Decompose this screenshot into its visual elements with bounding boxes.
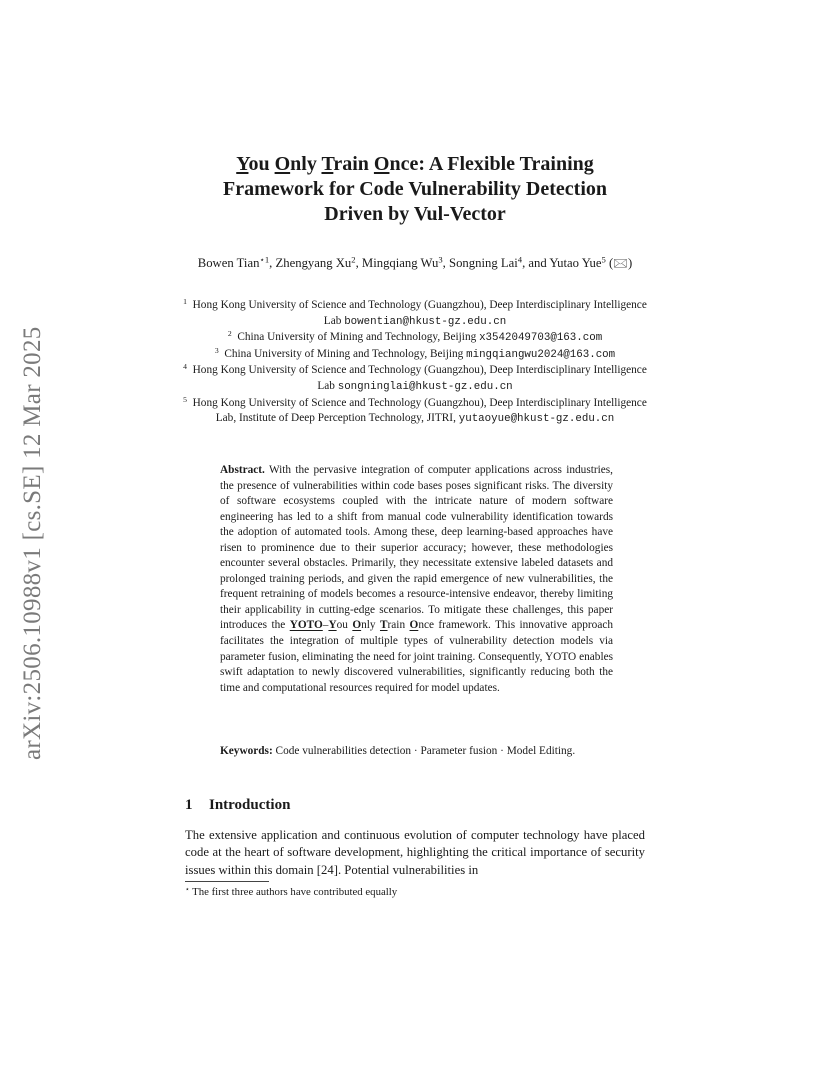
affiliation-4 bbox=[180, 363, 650, 395]
title-line3: Driven by Vul-Vector bbox=[324, 203, 506, 225]
affiliation-email[interactable]: bowentian@hkust-gz.edu.cn bbox=[344, 315, 507, 328]
title-word-rest: rain bbox=[333, 153, 369, 175]
author-sup: 5 bbox=[601, 254, 606, 265]
acronym-initial: O bbox=[409, 619, 419, 632]
affiliation-email[interactable]: x3542049703@163.com bbox=[479, 332, 603, 345]
affiliation-sup: 3 bbox=[214, 345, 219, 355]
abstract-dash: – bbox=[322, 619, 329, 632]
keywords-text: Code vulnerabilities detection · Parameter fusion · Model Editing. bbox=[272, 745, 576, 757]
affiliation-text: Hong Kong University of Science and Technology (Guangzhou), Deep Interdisciplinary Intelligence Lab bbox=[192, 299, 647, 327]
title-line2: Framework for Code Vulnerability Detection bbox=[222, 178, 608, 200]
yoto-name: YOTO bbox=[289, 619, 323, 632]
section-heading bbox=[185, 797, 290, 814]
section-title: Introduction bbox=[209, 797, 291, 813]
keywords-label: Keywords: bbox=[220, 745, 273, 757]
affiliation-3 bbox=[180, 347, 650, 364]
acronym-rest: rain bbox=[387, 619, 410, 632]
title-word-rest: ou bbox=[248, 153, 270, 175]
author-list bbox=[185, 254, 645, 272]
affiliation-text: Hong Kong University of Science and Technology (Guangzhou), Deep Interdisciplinary Intelligence Lab bbox=[192, 364, 647, 392]
footnote-text: The first three authors have contributed equally bbox=[189, 886, 398, 898]
abstract-text: With the pervasive integration of computer applications across industries, the presence of vulnerabilities within code bases poses significant risks. The diversity of software ecosystems coupled with the intricate nature of modern software engineering has led to a shift from manual code vulnerability identification towards the adoption of automated tools. Among these, deep learning-based approaches have risen to prominence due to their superior accuracy; however, these methodologies encounter several obstacles. Primarily, they necessitate extensive labeled datasets and prolonged training periods, and given the rapid emergence of new vulnerabilities, the frequent retraining of models becomes a resource-intensive endeavor, thereby limiting their applicability in cutting-edge scenarios. To mitigate these challenges, this paper introduces the bbox=[220, 464, 613, 632]
title-word-rest: nce bbox=[389, 153, 419, 175]
intro-paragraph: The extensive application and continuous evolution of computer technology have placed code at the heart of software development, highlighting the critical importance of security issues within this domain [24]. Potential vulnerabilities in bbox=[185, 828, 645, 877]
author-name: , Songning Lai bbox=[442, 256, 518, 270]
author-name: , Mingqiang Wu bbox=[355, 256, 439, 270]
affiliation-sup: 4 bbox=[183, 362, 187, 372]
arxiv-identifier: arXiv:2506.10988v1 [cs.SE] 12 Mar 2025 bbox=[19, 326, 46, 760]
title-word-rest: nly bbox=[290, 153, 317, 175]
keywords bbox=[220, 744, 613, 760]
author-name: , Zhengyang Xu bbox=[269, 256, 352, 270]
title-initial: Y bbox=[236, 153, 249, 175]
affiliations bbox=[180, 298, 650, 428]
author-sup: 2 bbox=[351, 254, 356, 265]
paper-title bbox=[160, 152, 670, 227]
footnote bbox=[185, 886, 397, 898]
author-name: Bowen Tian bbox=[197, 256, 260, 270]
acronym-rest: ou bbox=[336, 619, 353, 632]
affiliation-text: Hong Kong University of Science and Technology (Guangzhou), Deep Interdisciplinary Intelligence Lab, Institute of Deep Perception Technology, JITRI, bbox=[192, 396, 647, 425]
author-name: , and Yutao Yue bbox=[522, 256, 602, 270]
affiliation-sup: 2 bbox=[227, 329, 232, 339]
title-initial: O bbox=[373, 153, 390, 175]
affiliation-sup: 5 bbox=[183, 394, 187, 404]
mail-icon: (🖂) bbox=[605, 256, 633, 270]
affiliation-1 bbox=[180, 298, 650, 330]
affiliation-text: China University of Mining and Technology, Beijing bbox=[237, 331, 477, 344]
author-sup: 4 bbox=[517, 254, 523, 265]
affiliation-email[interactable]: songninglai@hkust-gz.edu.cn bbox=[337, 380, 513, 393]
affiliation-2 bbox=[180, 330, 650, 347]
section-number: 1 bbox=[185, 797, 193, 813]
abstract-text: framework. This innovative approach facilitates the integration of multiple types of vulnerability detection models via parameter fusion, eliminating the need for joint training. Consequently, YOTO enables swift adaptation to newly discovered vulnerabilities, significantly reducing both the time and computational resources required for model updates. bbox=[220, 619, 614, 694]
acronym-initial: O bbox=[352, 619, 362, 632]
acronym-initial: Y bbox=[328, 619, 337, 632]
title-initial: T bbox=[321, 153, 334, 175]
abstract-label: Abstract. bbox=[220, 464, 265, 476]
author-sup: 3 bbox=[438, 254, 443, 265]
affiliation-text: China University of Mining and Technology, Beijing bbox=[224, 347, 464, 360]
footnote-mark: ⋆ bbox=[185, 884, 190, 894]
title-initial: O bbox=[274, 153, 291, 175]
abstract bbox=[220, 463, 613, 696]
author-sup: ⋆1 bbox=[259, 254, 270, 265]
affiliation-5 bbox=[180, 396, 650, 428]
acronym-initial: T bbox=[379, 619, 388, 632]
title-line1-tail: : A Flexible Training bbox=[418, 153, 594, 175]
affiliation-email[interactable]: mingqiangwu2024@163.com bbox=[466, 348, 616, 361]
acronym-rest: nly bbox=[361, 619, 380, 632]
affiliation-sup: 1 bbox=[183, 297, 187, 307]
footnote-rule bbox=[185, 881, 269, 882]
acronym-rest: nce bbox=[418, 619, 434, 632]
affiliation-email[interactable]: yutaoyue@hkust-gz.edu.cn bbox=[458, 413, 615, 426]
